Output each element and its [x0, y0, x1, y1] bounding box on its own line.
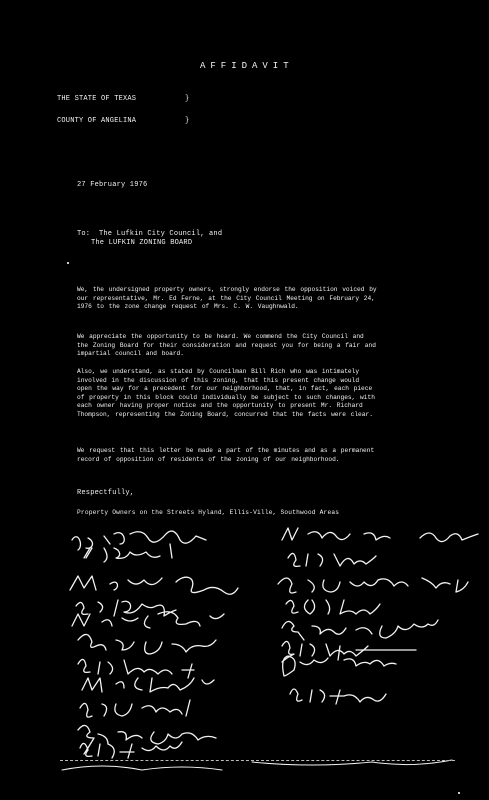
- signature-left-11: [80, 742, 182, 758]
- addressee-line-2: The LUFKIN ZONING BOARD: [91, 239, 193, 247]
- signature-left-1: [72, 531, 206, 550]
- state-line: THE STATE OF TEXAS: [57, 95, 137, 103]
- document-date: 27 February 1976: [77, 181, 148, 189]
- brace-county: }: [185, 117, 190, 125]
- document-title: AFFIDAVIT: [200, 61, 294, 71]
- signature-right-8: [290, 689, 386, 704]
- signature-left-7: [78, 659, 194, 678]
- bottom-rule: [60, 760, 455, 761]
- signature-left-9: [80, 700, 190, 717]
- signature-right-5: [282, 620, 438, 640]
- paragraph-3: Also, we understand, as stated by Councilman Bill Rich who was intimately involved in the discussion of this zoning, that this present change would open the way for a precedent for our neighborhood, that, in fact, each piece of property in this block could individually be subject to such changes, with each owner having proper notice and the opportunity to present Mr. Richard Thompson, representing the Zoning Board, concurred that the facts were clear.: [77, 368, 375, 418]
- paragraph-1: We, the undersigned property owners, strongly endorse the opposition voiced by our representative, Mr. Ed Ferne, at the City Council Meeting on February 24, 1976 to the zone change request of Mrs. C. W. Vaughnwald.: [77, 286, 377, 310]
- signature-right-7: [283, 646, 416, 676]
- brace-state: }: [185, 95, 190, 103]
- signature-left-6: [78, 634, 216, 654]
- signature-left-8: [82, 678, 214, 692]
- sign-off: Respectfully,: [77, 489, 135, 497]
- paragraph-4: We request that this letter be made a part of the minutes and as a permanent record of opposition of residents of the zoning of our neighborhood.: [77, 447, 375, 463]
- county-line: COUNTY OF ANGELINA: [57, 117, 137, 125]
- signature-left-4: [76, 600, 176, 616]
- scan-speck-corner: [458, 792, 460, 794]
- signature-left-2: [84, 544, 172, 562]
- signature-right-6: [282, 641, 368, 662]
- paragraph-2: We appreciate the opportunity to be heard. We commend the City Council and the Zoning Board for their consideration and request you for being a fair and impartial council and board.: [77, 333, 376, 357]
- bottom-scribble: [62, 760, 452, 770]
- property-owners-line: Property Owners on the Streets Hyland, Ellis-Ville, Southwood Areas: [77, 509, 340, 516]
- signature-right-4: [286, 600, 380, 614]
- signature-right-3: [278, 578, 468, 593]
- addressee-line-1: To: The Lufkin City Council, and: [77, 230, 223, 238]
- signature-left-3: [70, 576, 238, 594]
- signature-right-1: [282, 528, 478, 542]
- signature-left-5: [72, 612, 224, 628]
- signature-right-2: [288, 553, 376, 566]
